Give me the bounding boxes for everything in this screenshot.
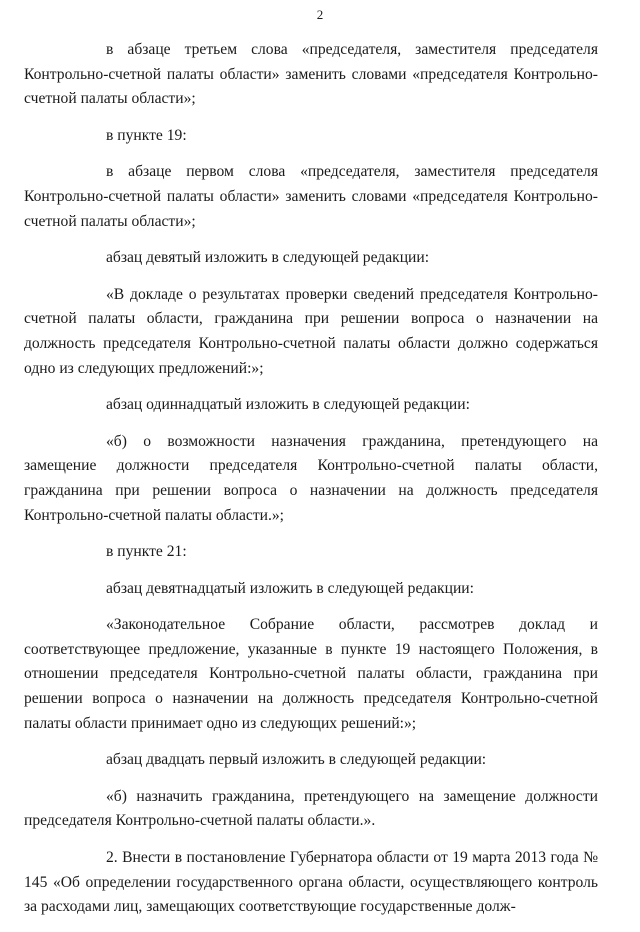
paragraph-10: «Законодательное Собрание области, рассмотрев доклад и соответствующее предложение, указанные в пункте 19 настоящего Положения, в отношении председателя Контрольно-счетной палаты области, гражданина при решении вопроса о назначении на должность председателя Контрольно-счетной палаты области принимает одно из следующих решений:»; <box>24 616 598 732</box>
paragraph-7: «б) о возможности назначения гражданина, претендующего на замещение должности председателя Контрольно-счетной палаты области, гражданина при решении вопроса о назначении на должность председателя Контрольно-счетной палаты области.»; <box>24 432 598 524</box>
paragraph-2: в пункте 19: <box>106 126 187 144</box>
paragraph-1: в абзаце третьем слова «председателя, заместителя председателя Контрольно-счетной палаты области» заменить словами «председателя Контрольно-счетной палаты области»; <box>24 41 598 108</box>
paragraph-13: 2. Внести в постановление Губернатора области от 19 марта 2013 года № 145 «Об определении государственного органа области, осуществляющего контроль за расходами лиц, замещающих соответствующие государственные долж- <box>24 849 598 916</box>
paragraph-3: в абзаце первом слова «председателя, заместителя председателя Контрольно-счетной палаты области» заменить словами «председателя Контрольно-счетной палаты области»; <box>24 163 598 230</box>
document-body <box>24 38 598 932</box>
paragraph-12: «б) назначить гражданина, претендующего на замещение должности председателя Контрольно-счетной палаты области.». <box>24 787 598 830</box>
paragraph-9: абзац девятнадцатый изложить в следующей редакции: <box>106 579 474 597</box>
paragraph-5: «В докладе о результатах проверки сведений председателя Контрольно-счетной палаты области, гражданина при решении вопроса о назначении на должность председателя Контрольно-счетной палаты области должно содержаться одно из следующих предложений:»; <box>24 285 598 377</box>
page-number: 2 <box>316 7 324 22</box>
paragraph-4: абзац девятый изложить в следующей редакции: <box>106 249 430 267</box>
paragraph-6: абзац одиннадцатый изложить в следующей редакции: <box>106 396 470 414</box>
paragraph-11: абзац двадцать первый изложить в следующей редакции: <box>106 751 487 769</box>
paragraph-8: в пункте 21: <box>106 543 187 561</box>
